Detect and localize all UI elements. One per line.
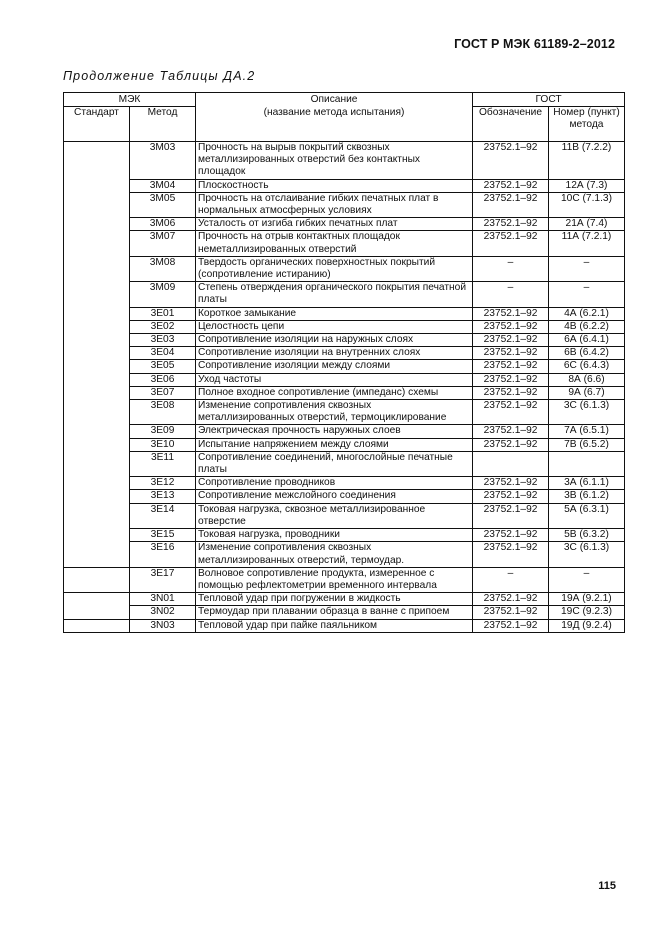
cell-method: 3E03 [130,334,196,347]
cell-designation: – [473,256,549,281]
table-row [64,529,625,542]
cell-designation: 23752.1–92 [473,619,549,632]
cell-method: 3E12 [130,477,196,490]
cell-designation: 23752.1–92 [473,231,549,256]
cell-number: 19Д (9.2.4) [549,619,625,632]
cell-number: 3А (6.1.1) [549,477,625,490]
header-gost: ГОСТ [473,93,625,107]
header-description-sub: (название метода испытания) [263,107,405,118]
cell-number: 3С (6.1.3) [549,542,625,567]
table-row [64,400,625,425]
cell-designation: 23752.1–92 [473,503,549,528]
cell-number: 5А (6.3.1) [549,503,625,528]
cell-number [549,451,625,476]
cell-standard [64,619,130,632]
table-row [64,619,625,632]
table-row [64,231,625,256]
table-row [64,373,625,386]
cell-description: Токовая нагрузка, проводники [196,529,473,542]
cell-description: Сопротивление межслойного соединения [196,490,473,503]
cell-number: 3В (6.1.2) [549,490,625,503]
cell-number: 7А (6.5.1) [549,425,625,438]
table-row [64,218,625,231]
cell-method: 3E09 [130,425,196,438]
cell-description: Сопротивление соединений, многослойные печатные платы [196,451,473,476]
table-row [64,334,625,347]
cell-method: 3M03 [130,142,196,180]
cell-method: 3E05 [130,360,196,373]
table-row [64,606,625,619]
cell-number: – [549,282,625,307]
cell-method: 3E13 [130,490,196,503]
cell-description: Целостность цепи [196,320,473,333]
cell-method: 3M08 [130,256,196,281]
table-row [64,490,625,503]
cell-number: 11В (7.2.2) [549,142,625,180]
cell-designation: 23752.1–92 [473,593,549,606]
table-row [64,386,625,399]
table-row [64,503,625,528]
table-caption: Продолжение Таблицы ДА.2 [63,69,256,83]
header-mek: МЭК [64,93,196,107]
cell-designation: 23752.1–92 [473,477,549,490]
cell-designation: 23752.1–92 [473,400,549,425]
cell-designation: 23752.1–92 [473,373,549,386]
cell-description: Прочность на отслаивание гибких печатных плат в нормальных атмосферных условиях [196,192,473,217]
cell-method: 3N01 [130,593,196,606]
cell-description: Прочность на вырыв покрытий сквозных металлизированных отверстий без контактных площадок [196,142,473,180]
cell-designation: 23752.1–92 [473,142,549,180]
cell-method: 3M04 [130,179,196,192]
cell-designation: 23752.1–92 [473,386,549,399]
table-row [64,179,625,192]
cell-designation: 23752.1–92 [473,438,549,451]
cell-method: 3E02 [130,320,196,333]
header-description-title: Описание [310,94,358,105]
cell-number: 11А (7.2.1) [549,231,625,256]
cell-designation: – [473,282,549,307]
table-row [64,425,625,438]
table-head [64,93,625,142]
cell-number: 10С (7.1.3) [549,192,625,217]
cell-standard [64,142,130,568]
cell-description: Степень отверждения органического покрытия печатной платы [196,282,473,307]
cell-description: Термоудар при плавании образца в ванне с припоем [196,606,473,619]
header-number: Номер (пункт) метода [549,107,625,142]
cell-number: 8А (6.6) [549,373,625,386]
cell-description: Сопротивление проводников [196,477,473,490]
cell-designation: 23752.1–92 [473,360,549,373]
table-row [64,477,625,490]
cell-number: 6С (6.4.3) [549,360,625,373]
cell-number: – [549,567,625,592]
cell-method: 3M07 [130,231,196,256]
cell-method: 3M06 [130,218,196,231]
table-row [64,451,625,476]
cell-number: 6В (6.4.2) [549,347,625,360]
cell-designation: 23752.1–92 [473,529,549,542]
cell-number: 7В (6.5.2) [549,438,625,451]
table-row [64,593,625,606]
table-row [64,192,625,217]
table-row [64,320,625,333]
cell-designation: 23752.1–92 [473,542,549,567]
cell-description: Токовая нагрузка, сквозное металлизированное отверстие [196,503,473,528]
cell-method: 3E16 [130,542,196,567]
cell-designation: 23752.1–92 [473,606,549,619]
cell-description: Плоскостность [196,179,473,192]
header-designation: Обозначение [473,107,549,142]
cell-designation: – [473,567,549,592]
cell-number: 19С (9.2.3) [549,606,625,619]
cell-description: Тепловой удар при погружении в жидкость [196,593,473,606]
cell-designation: 23752.1–92 [473,218,549,231]
document-id: ГОСТ Р МЭК 61189-2–2012 [454,37,615,51]
cell-number: – [549,256,625,281]
cell-method: 3N02 [130,606,196,619]
cell-description: Усталость от изгиба гибких печатных плат [196,218,473,231]
table-row [64,282,625,307]
cell-description: Прочность на отрыв контактных площадок неметаллизированных отверстий [196,231,473,256]
cell-number: 21А (7.4) [549,218,625,231]
cell-description: Электрическая прочность наружных слоев [196,425,473,438]
cell-description: Полное входное сопротивление (импеданс) схемы [196,386,473,399]
cell-number: 12А (7.3) [549,179,625,192]
cell-description: Испытание напряжением между слоями [196,438,473,451]
cell-description: Сопротивление изоляции между слоями [196,360,473,373]
cell-description: Сопротивление изоляции на внутренних слоях [196,347,473,360]
header-standard: Стандарт [64,107,130,142]
cell-method: 3M09 [130,282,196,307]
cell-designation: 23752.1–92 [473,347,549,360]
cell-description: Изменение сопротивления сквозных металлизированных отверстий, термоциклирование [196,400,473,425]
table-row [64,347,625,360]
cell-designation: 23752.1–92 [473,320,549,333]
table-row [64,256,625,281]
cell-number: 4В (6.2.2) [549,320,625,333]
cell-method: 3E10 [130,438,196,451]
cell-description: Твердость органических поверхностных покрытий (сопротивление истиранию) [196,256,473,281]
cell-method: 3E14 [130,503,196,528]
cell-designation: 23752.1–92 [473,179,549,192]
cell-description: Сопротивление изоляции на наружных слоях [196,334,473,347]
cell-method: 3E17 [130,567,196,592]
header-method: Метод [130,107,196,142]
table-row [64,360,625,373]
cell-designation: 23752.1–92 [473,192,549,217]
cell-method: 3E01 [130,307,196,320]
cell-number: 3С (6.1.3) [549,400,625,425]
table-row [64,542,625,567]
cell-description: Изменение сопротивления сквозных металлизированных отверстий, термоудар. [196,542,473,567]
methods-table [63,92,625,633]
cell-method: 3E04 [130,347,196,360]
cell-designation: 23752.1–92 [473,490,549,503]
table-row [64,142,625,180]
cell-number: 9А (6.7) [549,386,625,399]
table-body [64,142,625,633]
cell-method: 3E11 [130,451,196,476]
cell-number: 5В (6.3.2) [549,529,625,542]
cell-description: Волновое сопротивление продукта, измеренное с помощью рефлектометрии временного интервала [196,567,473,592]
cell-method: 3E07 [130,386,196,399]
table-row [64,307,625,320]
cell-standard [64,567,130,592]
cell-number: 19А (9.2.1) [549,593,625,606]
cell-standard [64,593,130,619]
cell-method: 3E15 [130,529,196,542]
cell-designation: 23752.1–92 [473,425,549,438]
cell-number: 4А (6.2.1) [549,307,625,320]
cell-designation: 23752.1–92 [473,307,549,320]
cell-description: Тепловой удар при пайке паяльником [196,619,473,632]
cell-description: Уход частоты [196,373,473,386]
table-row [64,567,625,592]
header-description [196,93,473,142]
cell-designation [473,451,549,476]
table-row [64,438,625,451]
cell-method: 3E08 [130,400,196,425]
cell-number: 6А (6.4.1) [549,334,625,347]
cell-designation: 23752.1–92 [473,334,549,347]
cell-method: 3E06 [130,373,196,386]
cell-method: 3M05 [130,192,196,217]
cell-description: Короткое замыкание [196,307,473,320]
cell-method: 3N03 [130,619,196,632]
page-number: 115 [598,880,616,892]
